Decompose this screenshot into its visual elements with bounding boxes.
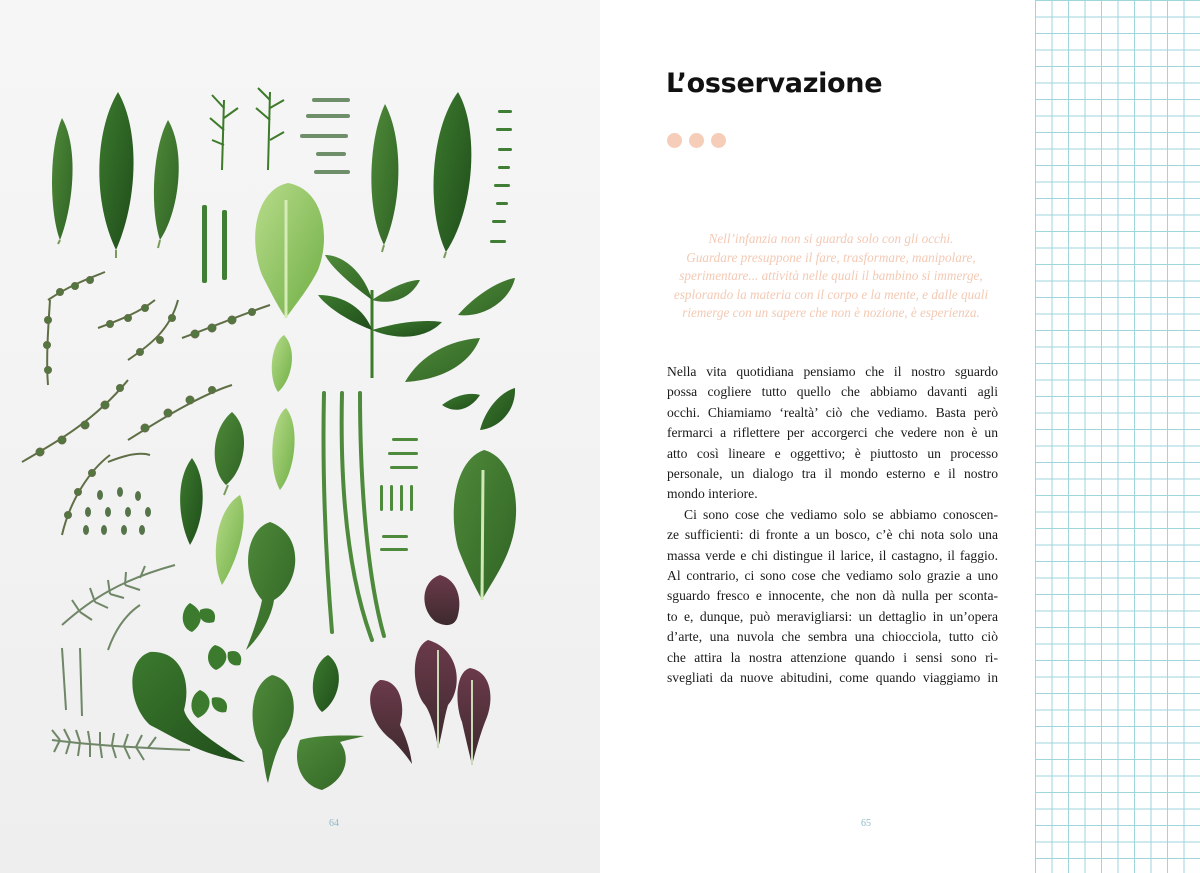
dill-sprigs	[210, 88, 284, 170]
paragraph-line: occhi. Chiamiamo ‘realtà’ ciò che vediamo. Basta però	[667, 404, 998, 420]
body-text	[667, 362, 998, 689]
epigraph-quote	[655, 230, 1007, 323]
quote-line: esplorando la materia con il corpo e la mente, e dalle quali	[673, 286, 989, 302]
quote-line: sperimentare... attività nelle quali il bambino si immerge,	[679, 268, 983, 284]
chapter-title: L’osservazione	[666, 68, 883, 99]
paragraph-line: d’arte, una nuvola che sembra una chiocciola, tutto ciò	[667, 629, 998, 645]
dot-icon	[711, 133, 726, 148]
mint-sprig	[318, 255, 515, 430]
paragraph-line: mondo interiore.	[667, 486, 758, 502]
red-lettuce-leaves	[370, 575, 490, 765]
thyme-leaflets	[83, 487, 151, 535]
paragraph-line: personale, un dialogo tra il mondo esterno e il nostro	[667, 466, 998, 482]
paragraph-line: che attira la nostra attenzione quando i sensi sono ri-	[667, 649, 998, 665]
paragraph-line: atto così lineare e oggettivo; è piuttosto un processo	[667, 445, 998, 461]
short-chive-pieces	[380, 438, 418, 551]
paragraph-line: to e, dunque, può meravigliarsi: un dettaglio in un’opera	[667, 608, 998, 624]
quote-line: riemerge con un sapere che non è nozione, è esperienza.	[682, 305, 980, 321]
lettuce-leaf	[255, 183, 324, 318]
paragraph-line: Al contrario, ci sono cose che vediamo solo grazie a uno	[667, 568, 998, 584]
quote-line: Nell’infanzia non si guarda solo con gli occhi.	[708, 231, 954, 246]
paragraph-line: Nella vita quotidiana pensiamo che il nostro sguardo	[667, 364, 998, 379]
romaine-leaf	[454, 450, 516, 600]
paragraph-line: massa verde e chi distingue il larice, il castagno, il faggio.	[667, 547, 998, 563]
paragraph-line: ze sufficienti: di fronte a un bosco, c’è chi nota solo una	[667, 527, 998, 543]
rosemary-needles	[300, 98, 350, 174]
dot-icon	[667, 133, 682, 148]
quote-line: Guardare presuppone il fare, trasformare, manipolare,	[686, 249, 976, 265]
thyme-sprigs	[22, 272, 270, 535]
parsley-leaves	[183, 603, 242, 718]
page-number-left: 64	[329, 818, 339, 829]
graph-paper-strip	[1035, 0, 1200, 873]
paragraph-line: svegliati da nuove abitudini, come quando viaggiamo in	[667, 670, 998, 686]
dot-icon	[689, 133, 704, 148]
page-number-right: 65	[861, 818, 871, 829]
paragraph-line: fermarci a riflettere per accorgerci che vedere non è un	[667, 425, 998, 441]
paragraph-line: possa cogliere tutto quello che abbiamo davanti agli	[667, 384, 998, 400]
decorative-dots	[667, 133, 726, 148]
long-chives	[323, 393, 384, 640]
paragraph-line: sguardo fresco e innocente, che non dà nulla per sconta-	[667, 588, 998, 604]
paragraph-line: Ci sono cose che vediamo solo se abbiamo conoscen-	[684, 506, 998, 522]
